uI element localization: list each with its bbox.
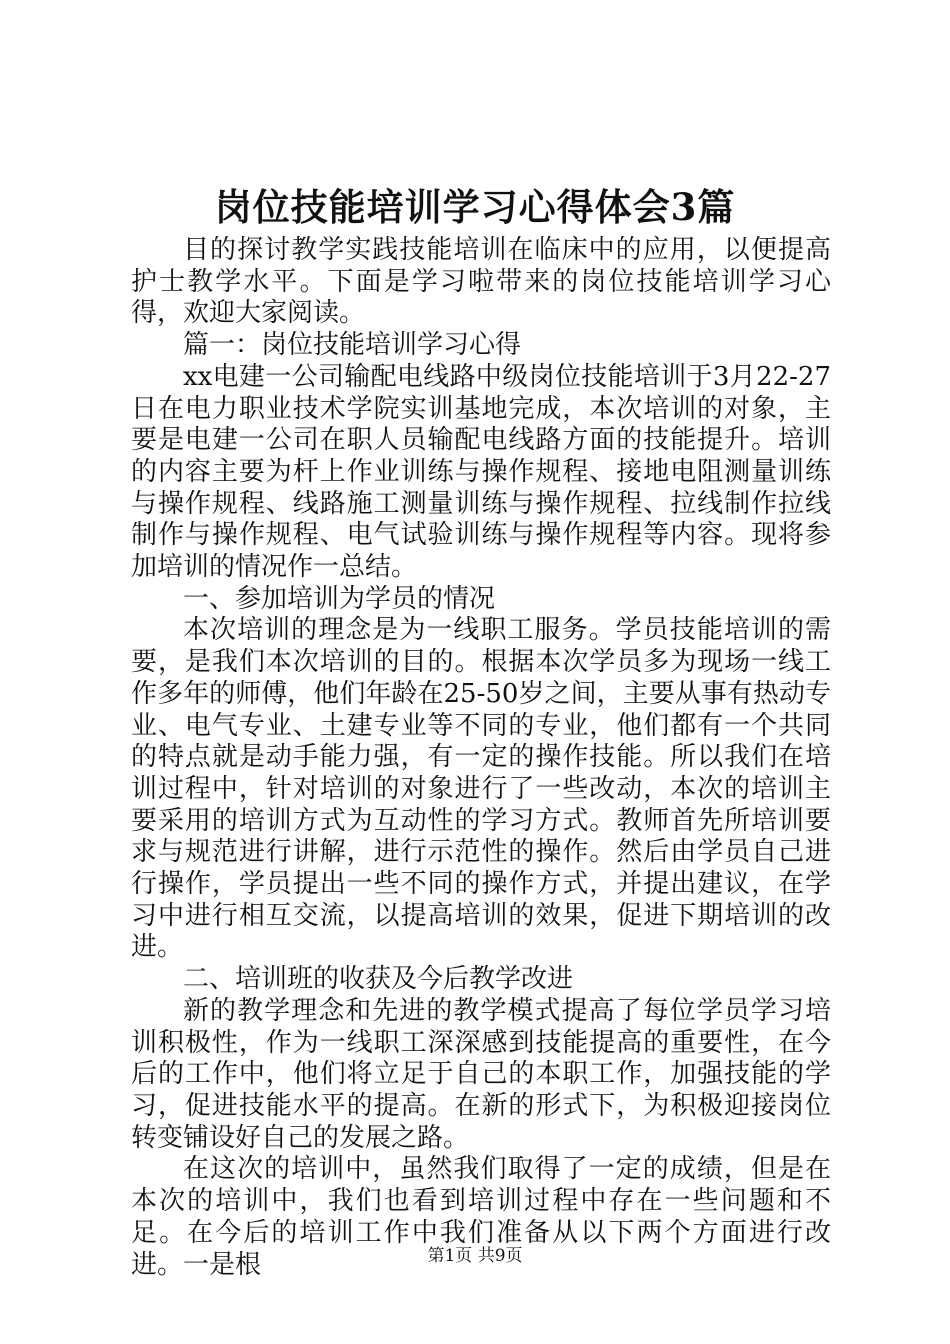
section-heading: 二、培训班的收获及今后教学改进 <box>183 964 574 995</box>
document-title: 岗位技能培训学习心得体会3篇 <box>214 185 736 229</box>
section-heading: 一、参加培训为学员的情况 <box>183 583 496 614</box>
body-paragraph: xx电建一公司输配电线路中级岗位技能培训于3月22-27日在电力职业技术学院实训基地完成，本次培训的对象，主要是电建一公司在职人员输配电线路方面的技能提升。培训的内容主要为杆上作业训练与操作规程、接地电阻测量训练与操作规程、线路施工测量训练与操作规程、拉线制作拉线制作与操作规程、电气试验训练与操作规程等内容。现将参加培训的情况作一总结。 <box>131 361 831 583</box>
body-paragraph: 本次培训的理念是为一线职工服务。学员技能培训的需要，是我们本次培训的目的。根据本次学员多为现场一线工作多年的师傅，他们年龄在25-50岁之间，主要从事有热动专业、电气专业、土建专业等不同的专业，他们都有一个共同的特点就是动手能力强，有一定的操作技能。所以我们在培训过程中，针对培训的对象进行了一些改动，本次的培训主要采用的培训方式为互动性的学习方式。教师首先所培训要求与规范进行讲解，进行示范性的操作。然后由学员自己进行操作，学员提出一些不同的操作方式，并提出建议，在学习中进行相互交流，以提高培训的效果，促进下期培训的改进。 <box>131 615 831 963</box>
document-body <box>131 235 831 1281</box>
body-paragraph: 新的教学理念和先进的教学模式提高了每位学员学习培训积极性，作为一线职工深深感到技能提高的重要性，在今后的工作中，他们将立足于自己的本职工作，加强技能的学习，促进技能水平的提高。在新的形式下，为积极迎接岗位转变铺设好自己的发展之路。 <box>131 995 831 1153</box>
body-paragraph: 在这次的培训中，虽然我们取得了一定的成绩，但是在本次的培训中，我们也看到培训过程中存在一些问题和不足。在今后的培训工作中我们准备从以下两个方面进行改进。一是根 <box>131 1154 831 1280</box>
intro-paragraph: 目的探讨教学实践技能培训在临床中的应用，以便提高护士教学水平。下面是学习啦带来的岗位技能培训学习心得，欢迎大家阅读。 <box>131 235 831 329</box>
section-heading: 篇一：岗位技能培训学习心得 <box>183 330 522 361</box>
page-number-footer: 第1页 共9页 <box>427 1246 523 1266</box>
